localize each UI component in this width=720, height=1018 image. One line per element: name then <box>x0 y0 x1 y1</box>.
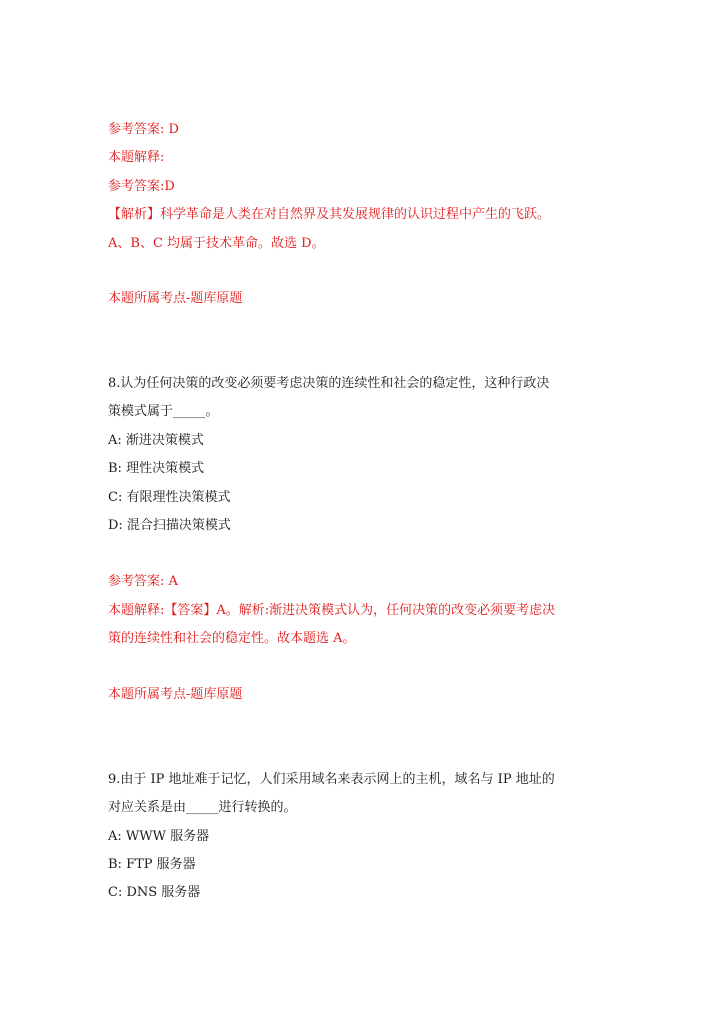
q8-option-c: C: 有限理性决策模式 <box>108 490 231 505</box>
q7-analysis-line-2: A、B、C 均属于技术革命。故选 D。 <box>108 236 325 251</box>
q9-stem-line-2: 对应关系是由_____进行转换的。 <box>108 800 297 815</box>
q7-analysis-line-1: 【解析】科学革命是人类在对自然界及其发展规律的认识过程中产生的飞跃。 <box>108 207 551 222</box>
q8-option-b: B: 理性决策模式 <box>108 461 205 476</box>
q7-source: 本题所属考点-题库原题 <box>108 291 243 306</box>
q9-option-c: C: DNS 服务器 <box>108 885 201 900</box>
q8-answer: 参考答案: A <box>108 574 178 589</box>
q8-stem-line-1: 8.认为任何决策的改变必须要考虑决策的连续性和社会的稳定性，这种行政决 <box>108 376 550 391</box>
q7-explain-label: 本题解释: <box>108 150 165 165</box>
q7-answer-repeat: 参考答案:D <box>108 179 175 194</box>
q9-stem-line-1: 9.由于 IP 地址难于记忆，人们采用域名来表示网上的主机，域名与 IP 地址的 <box>108 772 555 787</box>
q8-stem-line-2: 策模式属于_____。 <box>108 404 219 419</box>
q8-explain-line-2: 策的连续性和社会的稳定性。故本题选 A。 <box>108 631 356 646</box>
q9-option-a: A: WWW 服务器 <box>108 829 210 844</box>
q8-option-a: A: 渐进决策模式 <box>108 433 204 448</box>
q8-explain-line-1: 本题解释:【答案】A。解析:渐进决策模式认为，任何决策的改变必须要考虑决 <box>108 603 556 618</box>
q9-option-b: B: FTP 服务器 <box>108 857 196 872</box>
q7-answer: 参考答案: D <box>108 122 179 137</box>
q8-source: 本题所属考点-题库原题 <box>108 687 243 702</box>
q8-option-d: D: 混合扫描决策模式 <box>108 518 231 533</box>
